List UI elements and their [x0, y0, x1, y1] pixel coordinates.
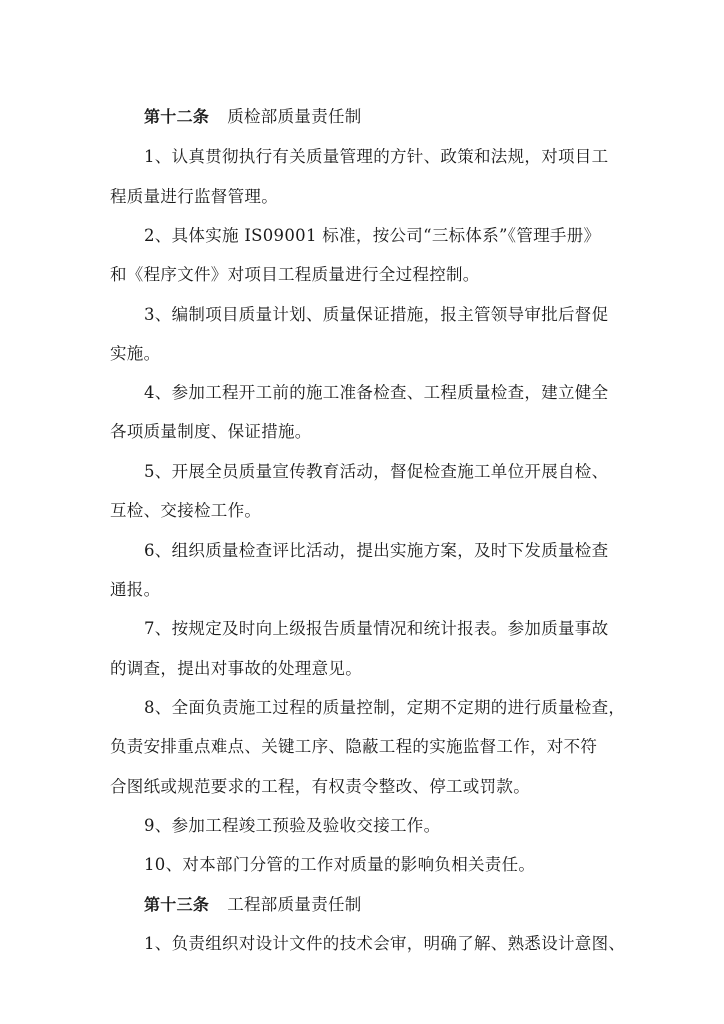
paragraph-line: 和《程序文件》对项目工程质量进行全过程控制。 [110, 265, 480, 284]
paragraph-line: 10、对本部门分管的工作对质量的影响负相关责任。 [144, 855, 536, 874]
paragraph-line: 互检、交接检工作。 [110, 501, 262, 520]
section-heading [144, 107, 630, 127]
paragraph-line: 1、认真贯彻执行有关质量管理的方针、政策和法规，对项目工 [144, 147, 609, 166]
paragraph-line: 4、参加工程开工前的施工准备检查、工程质量检查，建立健全 [144, 383, 609, 402]
paragraph-line: 1、负责组织对设计文件的技术会审，明确了解、熟悉设计意图、 [144, 934, 626, 953]
paragraph-line: 5、开展全员质量宣传教育活动，督促检查施工单位开展自检、 [144, 462, 609, 481]
paragraph-line: 各项质量制度、保证措施。 [110, 422, 312, 441]
paragraph-line: 负责安排重点难点、关键工序、隐蔽工程的实施监督工作，对不符 [110, 737, 598, 756]
heading-number: 第十二条 [144, 107, 210, 126]
paragraph-line: 2、具体实施 IS09001 标准，按公司“三标体系”《管理手册》 [144, 226, 601, 245]
paragraph-line: 通报。 [110, 580, 161, 599]
paragraph-line: 合图纸或规范要求的工程，有权责令整改、停工或罚款。 [110, 777, 530, 796]
heading-number: 第十三条 [144, 895, 210, 914]
paragraph-line: 8、全面负责施工过程的质量控制，定期不定期的进行质量检查， [144, 698, 626, 717]
paragraph-line: 6、组织质量检查评比活动，提出实施方案，及时下发质量检查 [144, 541, 609, 560]
paragraph-line: 的调查，提出对事故的处理意见。 [110, 659, 362, 678]
paragraph-line: 程质量进行监督管理。 [110, 187, 278, 206]
heading-title: 工程部质量责任制 [227, 895, 362, 914]
heading-title: 质检部质量责任制 [227, 107, 362, 126]
paragraph-line: 7、按规定及时向上级报告质量情况和统计报表。参加质量事故 [144, 619, 609, 638]
paragraph-line: 3、编制项目质量计划、质量保证措施，报主管领导审批后督促 [144, 305, 609, 324]
paragraph-line: 实施。 [110, 344, 161, 363]
section-heading [144, 895, 630, 915]
paragraph-line: 9、参加工程竣工预验及验收交接工作。 [144, 816, 441, 835]
